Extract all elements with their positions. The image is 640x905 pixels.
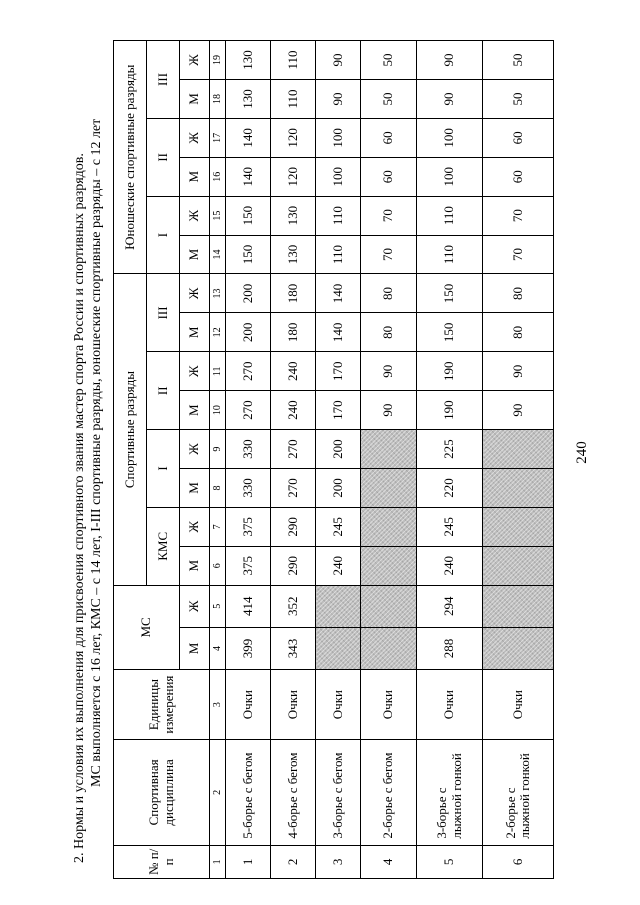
norm-value: 150	[226, 196, 271, 235]
norm-value: 110	[271, 80, 316, 119]
header-youth-rank-2: II	[147, 118, 180, 196]
unit: Очки	[483, 670, 554, 740]
norm-value: 90	[417, 41, 483, 80]
header-rank-1: I	[147, 430, 180, 508]
header-female: Ж	[180, 41, 210, 80]
norm-value: 90	[483, 352, 554, 391]
norm-value: 150	[417, 274, 483, 313]
header-discipline: Спортивная дисциплина	[114, 740, 210, 846]
norm-value: 100	[316, 157, 361, 196]
row-number: 1	[226, 845, 271, 878]
norm-value: 110	[271, 41, 316, 80]
norm-value: 200	[316, 469, 361, 508]
column-number: 3	[210, 670, 226, 740]
norm-value: 270	[271, 430, 316, 469]
column-number: 9	[210, 430, 226, 469]
column-number: 14	[210, 235, 226, 274]
norm-value: 80	[483, 274, 554, 313]
header-female: Ж	[180, 352, 210, 391]
table-row	[483, 41, 554, 879]
norm-value: 240	[316, 546, 361, 585]
header-male: М	[180, 391, 210, 430]
norm-value: 220	[417, 469, 483, 508]
norm-value: 375	[226, 507, 271, 546]
unit: Очки	[316, 670, 361, 740]
norm-value: 140	[226, 118, 271, 157]
norm-value: 130	[226, 41, 271, 80]
norm-value: 150	[417, 313, 483, 352]
norm-value: 343	[271, 627, 316, 669]
document-subtitle: МС выполняется с 16 лет, КМС – с 14 лет, I-III спортивные разряды, юношеские спортивные разряды – с 12 лет	[89, 118, 104, 787]
norm-value: 240	[271, 352, 316, 391]
empty-shaded-cell	[483, 627, 554, 669]
norm-value: 50	[361, 41, 417, 80]
norm-value: 140	[316, 274, 361, 313]
norm-value: 140	[226, 157, 271, 196]
norm-value: 70	[483, 235, 554, 274]
norm-value: 170	[316, 391, 361, 430]
empty-shaded-cell	[361, 469, 417, 508]
header-rank-2: II	[147, 352, 180, 430]
table-row	[226, 41, 271, 879]
norm-value: 290	[271, 507, 316, 546]
norm-value: 80	[483, 313, 554, 352]
norm-value: 90	[316, 41, 361, 80]
norm-value: 200	[316, 430, 361, 469]
header-kms: КМС	[147, 507, 180, 585]
header-youth-rank-3: III	[147, 41, 180, 119]
column-number: 10	[210, 391, 226, 430]
header-female: Ж	[180, 274, 210, 313]
row-number: 2	[271, 845, 316, 878]
column-number: 19	[210, 41, 226, 80]
empty-shaded-cell	[483, 546, 554, 585]
norm-value: 70	[483, 196, 554, 235]
norm-value: 90	[361, 352, 417, 391]
header-male: М	[180, 313, 210, 352]
document-title: 2. Нормы и условия их выполнения для присвоения спортивного звания мастер спорта России и спортивных разрядов.	[72, 153, 87, 863]
empty-shaded-cell	[316, 585, 361, 627]
header-rank-3: III	[147, 274, 180, 352]
norm-value: 190	[417, 391, 483, 430]
norm-value: 190	[417, 352, 483, 391]
norm-value: 70	[361, 235, 417, 274]
norm-value: 240	[271, 391, 316, 430]
norm-value: 399	[226, 627, 271, 669]
unit: Очки	[417, 670, 483, 740]
column-number: 7	[210, 507, 226, 546]
discipline-name: 5-борье с бегом	[226, 740, 271, 846]
empty-shaded-cell	[483, 430, 554, 469]
discipline-name: 3-борье с лыжной гонкой	[417, 740, 483, 846]
norm-value: 130	[271, 196, 316, 235]
discipline-name: 2-борье с бегом	[361, 740, 417, 846]
norm-value: 200	[226, 274, 271, 313]
norm-value: 120	[271, 118, 316, 157]
header-male: М	[180, 235, 210, 274]
column-number: 6	[210, 546, 226, 585]
empty-shaded-cell	[361, 507, 417, 546]
norm-value: 60	[483, 118, 554, 157]
column-number: 5	[210, 585, 226, 627]
norm-value: 240	[417, 546, 483, 585]
norm-value: 90	[316, 80, 361, 119]
empty-shaded-cell	[483, 507, 554, 546]
norm-value: 245	[316, 507, 361, 546]
row-number: 3	[316, 845, 361, 878]
norm-value: 414	[226, 585, 271, 627]
norm-value: 90	[483, 391, 554, 430]
empty-shaded-cell	[483, 469, 554, 508]
column-number: 17	[210, 118, 226, 157]
empty-shaded-cell	[361, 627, 417, 669]
norm-value: 180	[271, 313, 316, 352]
norm-value: 80	[361, 274, 417, 313]
norm-value: 90	[361, 391, 417, 430]
norm-value: 80	[361, 313, 417, 352]
norm-value: 294	[417, 585, 483, 627]
norm-value: 200	[226, 313, 271, 352]
norm-value: 170	[316, 352, 361, 391]
norm-value: 375	[226, 546, 271, 585]
norm-value: 225	[417, 430, 483, 469]
norm-value: 110	[316, 235, 361, 274]
header-male: М	[180, 627, 210, 669]
norm-value: 100	[417, 118, 483, 157]
header-number: № п/п	[114, 845, 210, 878]
table-row	[361, 41, 417, 879]
column-number: 2	[210, 740, 226, 846]
norms-table	[113, 40, 554, 879]
column-number: 1	[210, 845, 226, 878]
row-number: 5	[417, 845, 483, 878]
header-female: Ж	[180, 430, 210, 469]
column-number: 15	[210, 196, 226, 235]
unit: Очки	[361, 670, 417, 740]
row-number: 6	[483, 845, 554, 878]
norm-value: 60	[361, 157, 417, 196]
norm-value: 50	[361, 80, 417, 119]
header-male: М	[180, 546, 210, 585]
table-row	[316, 41, 361, 879]
column-number: 4	[210, 627, 226, 669]
empty-shaded-cell	[361, 585, 417, 627]
column-number: 18	[210, 80, 226, 119]
discipline-name: 4-борье с бегом	[271, 740, 316, 846]
empty-shaded-cell	[483, 585, 554, 627]
header-youth-ranks: Юношеские спортивные разряды	[114, 41, 147, 274]
header-male: М	[180, 157, 210, 196]
column-number: 13	[210, 274, 226, 313]
column-number: 11	[210, 352, 226, 391]
norm-value: 140	[316, 313, 361, 352]
norm-value: 330	[226, 430, 271, 469]
norm-value: 352	[271, 585, 316, 627]
norm-value: 120	[271, 157, 316, 196]
norm-value: 60	[483, 157, 554, 196]
header-ms: МС	[114, 585, 180, 669]
header-female: Ж	[180, 507, 210, 546]
discipline-name: 3-борье с бегом	[316, 740, 361, 846]
norm-value: 50	[483, 80, 554, 119]
norm-value: 70	[361, 196, 417, 235]
unit: Очки	[226, 670, 271, 740]
norm-value: 100	[316, 118, 361, 157]
norm-value: 330	[226, 469, 271, 508]
header-male: М	[180, 469, 210, 508]
header-female: Ж	[180, 585, 210, 627]
header-female: Ж	[180, 118, 210, 157]
norm-value: 90	[417, 80, 483, 119]
column-number: 12	[210, 313, 226, 352]
table-row	[271, 41, 316, 879]
norm-value: 110	[417, 196, 483, 235]
norm-value: 110	[316, 196, 361, 235]
unit: Очки	[271, 670, 316, 740]
norm-value: 150	[226, 235, 271, 274]
norm-value: 288	[417, 627, 483, 669]
norm-value: 130	[226, 80, 271, 119]
row-number: 4	[361, 845, 417, 878]
norm-value: 180	[271, 274, 316, 313]
header-youth-rank-1: I	[147, 196, 180, 274]
norm-value: 130	[271, 235, 316, 274]
norm-value: 50	[483, 41, 554, 80]
page-number: 240	[574, 441, 590, 464]
header-male: М	[180, 80, 210, 119]
column-number: 16	[210, 157, 226, 196]
norm-value: 270	[226, 352, 271, 391]
header-female: Ж	[180, 196, 210, 235]
table-row	[417, 41, 483, 879]
empty-shaded-cell	[361, 430, 417, 469]
norm-value: 100	[417, 157, 483, 196]
norm-value: 290	[271, 546, 316, 585]
discipline-name: 2-борье с лыжной гонкой	[483, 740, 554, 846]
header-sport-ranks: Спортивные разряды	[114, 274, 147, 585]
norm-value: 270	[226, 391, 271, 430]
norm-value: 270	[271, 469, 316, 508]
column-number: 8	[210, 469, 226, 508]
header-units: Единицы измерения	[114, 670, 210, 740]
empty-shaded-cell	[361, 546, 417, 585]
empty-shaded-cell	[316, 627, 361, 669]
norm-value: 245	[417, 507, 483, 546]
norm-value: 60	[361, 118, 417, 157]
norm-value: 110	[417, 235, 483, 274]
